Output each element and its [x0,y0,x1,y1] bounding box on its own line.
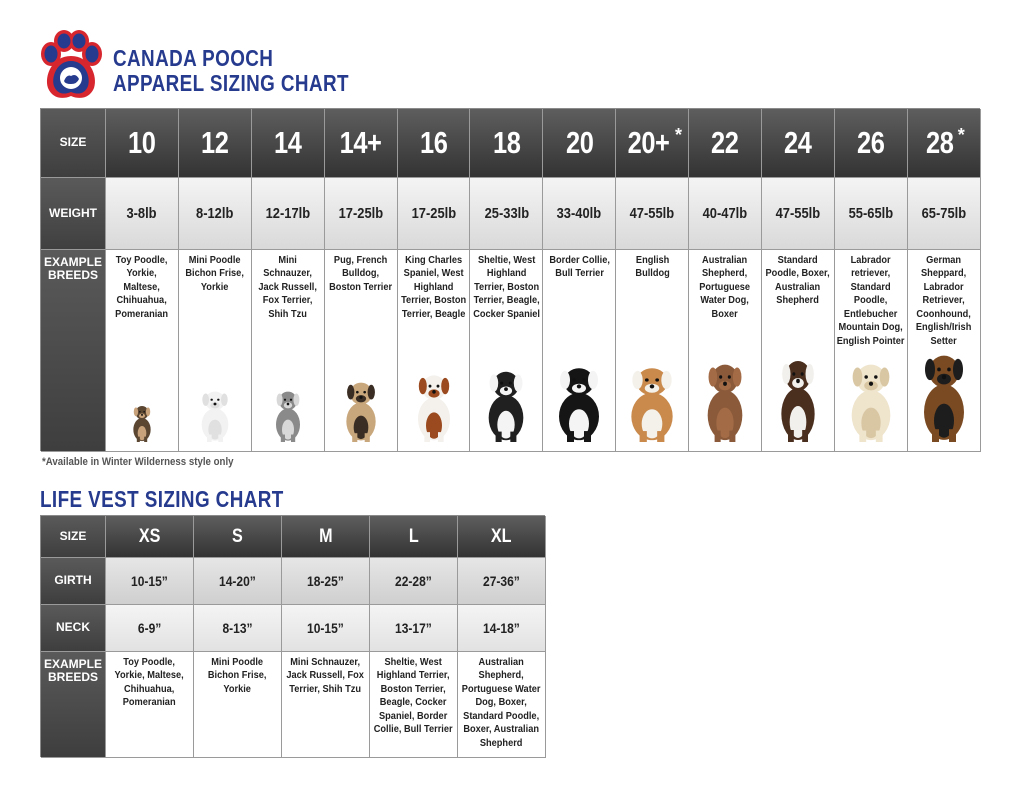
neck-cell-3 [282,605,370,652]
german-shepherd-photo [914,346,974,447]
breeds-cell-6 [470,250,543,452]
breeds-text: Mini Poodle Bichon Frise, Yorkie [185,254,245,293]
size-header-9 [689,109,762,178]
vest-row-header-neck: NECK [41,605,106,652]
size-label: 24 [784,125,812,160]
weight-value: 55-65lb [848,205,894,222]
bichon-photo [195,386,235,447]
vest-breeds-cell-2 [194,652,282,758]
water-dog-photo [699,356,751,447]
girth-value: 14-20” [219,573,256,589]
vest-breeds-cell-1 [106,652,194,758]
weight-cell-12 [908,178,981,250]
size-label: 12 [201,125,229,160]
vest-size-header-m [282,516,370,558]
weight-value: 47-55lb [629,205,675,222]
vest-size-header-xl [458,516,546,558]
weight-cell-1 [106,178,179,250]
weight-value: 17-25lb [338,205,383,222]
weight-cell-8 [616,178,689,250]
size-label: 28 [926,125,954,160]
size-label: 20 [565,125,594,160]
breeds-cell-9 [689,250,762,452]
pug-photo [339,376,383,447]
breeds-text: Standard Poodle, Boxer, Australian Shepherd [765,254,831,307]
neck-value: 6-9” [137,620,162,636]
girth-cell-2 [194,558,282,605]
size-label: 16 [419,125,448,160]
row-header-breeds: EXAMPLE BREEDS [41,250,106,452]
boxer-photo [773,352,823,447]
vest-breeds-cell-3 [282,652,370,758]
breeds-cell-4 [325,250,398,452]
footnote: *Available in Winter Wilderness style only [42,456,234,468]
size-header-8 [616,109,689,178]
schnauzer-photo [270,386,306,447]
asterisk-mark: * [957,124,965,145]
vest-row-header-size: SIZE [41,516,106,558]
breeds-cell-12 [908,250,981,452]
neck-value: 8-13” [222,620,253,636]
weight-value: 17-25lb [411,205,456,222]
vest-size-label: XL [491,525,512,547]
breeds-cell-7 [543,250,616,452]
breeds-text: Labrador retriever, Standard Poodle, Entlebucher Mountain Dog, English Pointer [836,254,905,347]
paw-logo-icon [38,30,104,102]
breeds-cell-11 [835,250,908,452]
weight-cell-10 [762,178,835,250]
breeds-text: Pug, French Bulldog, Boston Terrier [329,254,393,293]
size-label: 20+ [627,125,670,160]
size-label: 26 [857,125,885,160]
breeds-cell-1 [106,250,179,452]
vest-size-header-xs [106,516,194,558]
weight-value: 8-12lb [196,205,234,222]
vest-size-header-l [370,516,458,558]
labrador-photo [842,356,900,447]
vest-breeds-text: Australian Shepherd, Portuguese Water Dog, Boxer, Standard Poodle, Boxer, Australian Shepherd [462,656,541,749]
size-label: 22 [711,125,739,160]
weight-cell-4 [325,178,398,250]
neck-cell-4 [370,605,458,652]
size-header-4 [325,109,398,178]
breeds-text: Border Collie, Bull Terrier [548,254,610,280]
border-collie-photo [549,360,609,447]
apparel-sizing-table [40,108,980,451]
breeds-text: Australian Shepherd, Portuguese Water Dog, Boxer [699,254,751,320]
girth-value: 27-36” [483,573,520,589]
vest-breeds-cell-5 [458,652,546,758]
life-vest-sizing-table [40,515,545,757]
row-header-size: SIZE [41,109,106,178]
weight-value: 40-47lb [702,205,748,222]
weight-value: 25-33lb [484,205,529,222]
vest-row-header-girth: GIRTH [41,558,106,605]
neck-cell-5 [458,605,546,652]
weight-value: 65-75lb [921,205,966,222]
asterisk-mark: * [674,124,682,145]
size-label: 18 [492,125,521,160]
breeds-cell-2 [179,250,252,452]
breeds-cell-3 [252,250,325,452]
neck-cell-2 [194,605,282,652]
girth-cell-1 [106,558,194,605]
size-label: 10 [128,125,156,160]
weight-cell-2 [179,178,252,250]
yorkie-photo [129,402,155,447]
vest-breeds-text: Toy Poodle, Yorkie, Maltese, Chihuahua, Pomeranian [114,656,185,709]
size-header-10 [762,109,835,178]
weight-value: 12-17lb [265,205,310,222]
vest-row-header-breeds: EXAMPLE BREEDS [41,652,106,758]
breeds-cell-10 [762,250,835,452]
size-header-6 [470,109,543,178]
vest-breeds-cell-4 [370,652,458,758]
breeds-text: King Charles Spaniel, West Highland Terrier, Boston Terrier, Beagle [400,254,467,320]
size-header-2 [179,109,252,178]
size-header-12 [908,109,981,178]
girth-value: 22-28” [395,573,432,589]
neck-value: 14-18” [483,620,520,636]
vest-chart-title: LIFE VEST SIZING CHART [40,486,284,512]
vest-size-label: XS [138,525,161,547]
weight-value: 47-55lb [775,205,821,222]
neck-value: 13-17” [395,620,432,636]
weight-cell-7 [543,178,616,250]
weight-value: 33-40lb [557,205,602,222]
spaniel-photo [410,368,458,447]
breeds-text: Mini Schnauzer, Jack Russell, Fox Terrier, Shih Tzu [258,254,318,320]
girth-value: 18-25” [307,573,344,589]
girth-value: 10-15” [131,573,168,589]
weight-value: 3-8lb [126,205,158,222]
weight-cell-6 [470,178,543,250]
neck-cell-1 [106,605,194,652]
vest-size-header-s [194,516,282,558]
breeds-cell-8 [616,250,689,452]
girth-cell-4 [370,558,458,605]
size-header-7 [543,109,616,178]
breeds-text: English Bulldog [634,254,670,280]
weight-cell-11 [835,178,908,250]
weight-cell-3 [252,178,325,250]
weight-cell-9 [689,178,762,250]
girth-cell-3 [282,558,370,605]
brand-heading [113,46,401,96]
breeds-text: German Sheppard, Labrador Retriever, Coonhound, English/Irish Setter [916,254,972,347]
girth-cell-5 [458,558,546,605]
vest-size-label: L [408,525,419,547]
neck-value: 10-15” [307,620,344,636]
vest-size-label: S [232,525,243,547]
vest-size-label: M [318,525,333,547]
weight-cell-5 [398,178,471,250]
size-label: 14+ [339,125,382,160]
size-label: 14 [273,125,302,160]
breeds-text: Sheltie, West Highland Terrier, Boston Terrier, Beagle, Cocker Spaniel [473,254,540,320]
boston-terrier-photo [480,364,532,447]
breeds-text: Toy Poodle, Yorkie, Maltese, Chihuahua, Pomeranian [115,254,169,320]
size-header-3 [252,109,325,178]
brand-name: CANADA POOCH [113,45,274,71]
breeds-cell-5 [398,250,471,452]
vest-breeds-text: Mini Schnauzer, Jack Russell, Fox Terrier, Shih Tzu [286,656,365,695]
bulldog-photo [621,360,683,447]
vest-breeds-text: Mini Poodle Bichon Frise, Yorkie [208,656,267,695]
size-header-5 [398,109,471,178]
row-header-weight: WEIGHT [41,178,106,250]
chart-title: APPAREL SIZING CHART [113,69,349,96]
vest-breeds-text: Sheltie, West Highland Terrier, Boston Terrier, Beagle, Cocker Spaniel, Border Collie, Bull Terrier [374,656,453,736]
size-header-11 [835,109,908,178]
size-header-1 [106,109,179,178]
